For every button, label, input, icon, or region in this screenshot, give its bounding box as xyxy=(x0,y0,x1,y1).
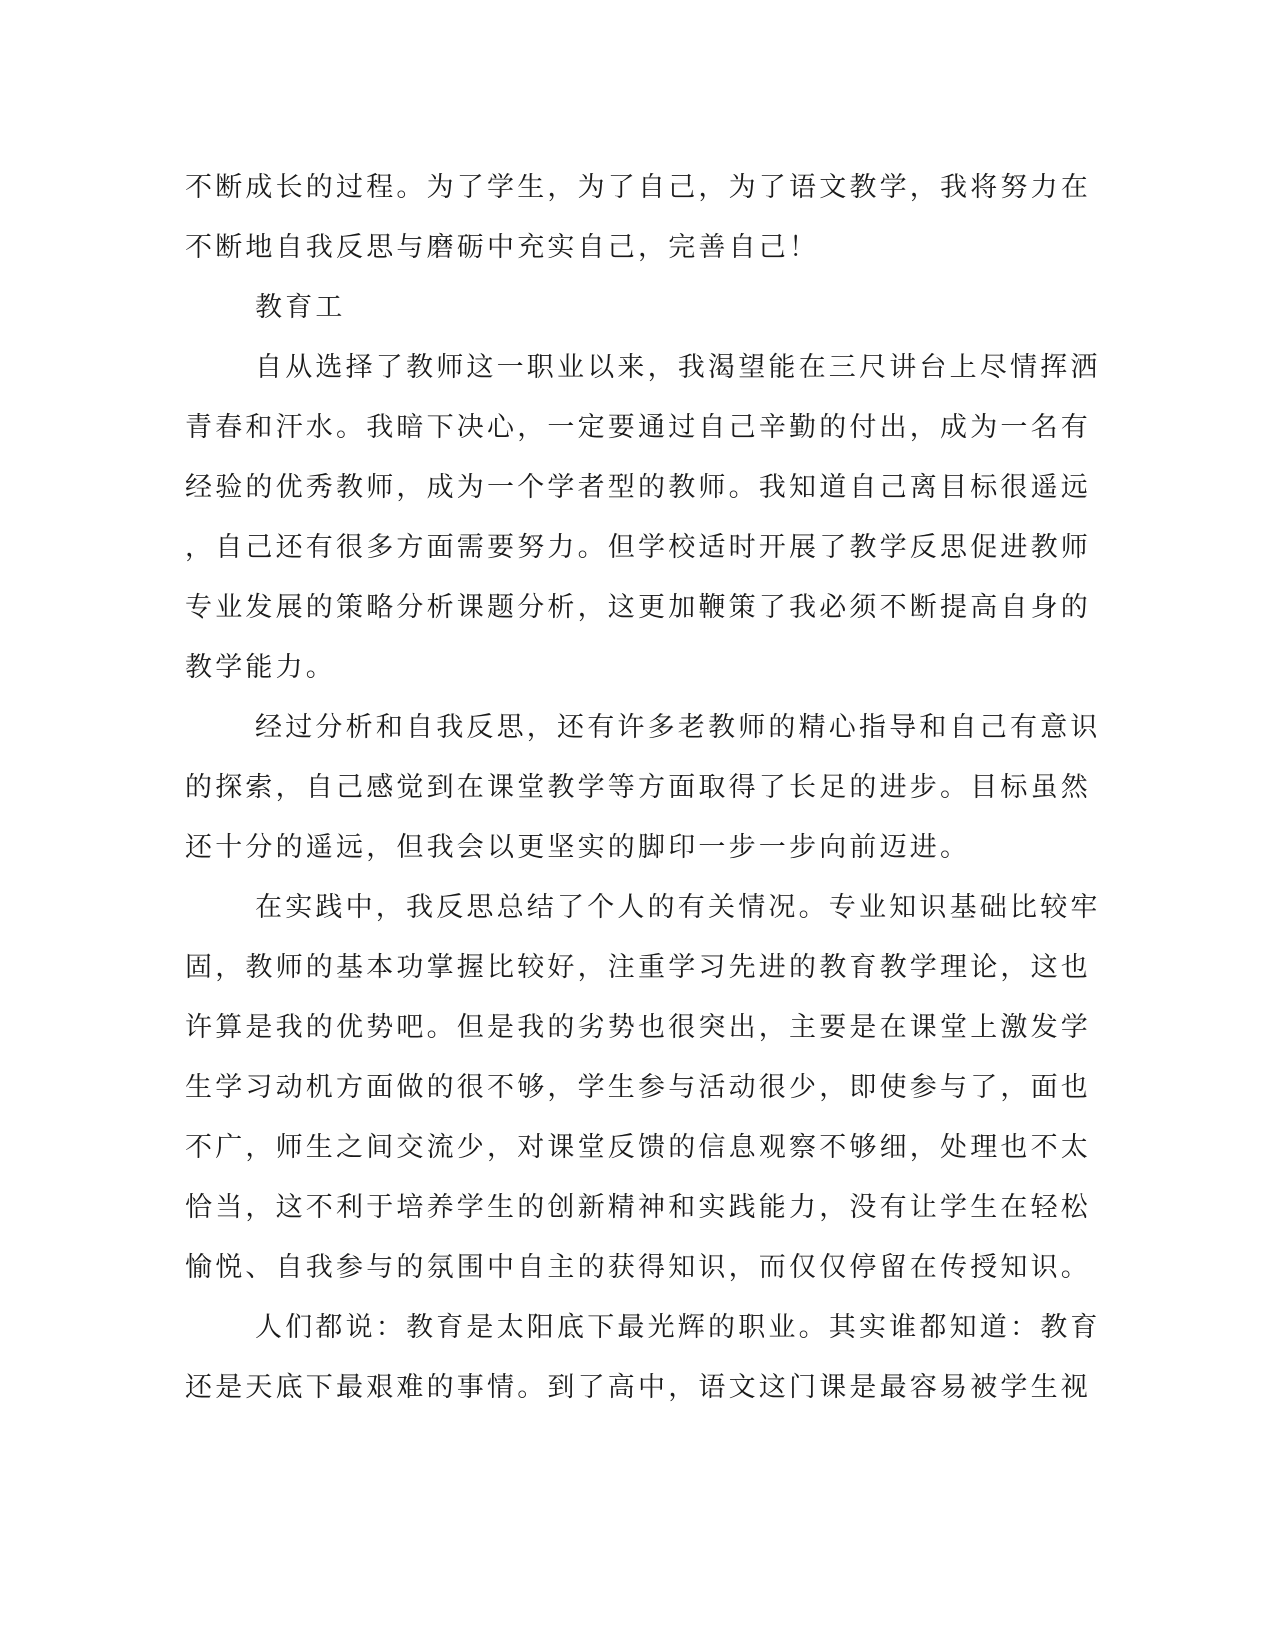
text-line: 不广，师生之间交流少，对课堂反馈的信息观察不够细，处理也不太 xyxy=(185,1132,1091,1163)
text-line: 自从选择了教师这一职业以来，我渴望能在三尺讲台上尽情挥洒 xyxy=(255,352,1101,383)
text-line: ，自己还有很多方面需要努力。但学校适时开展了教学反思促进教师 xyxy=(185,532,1091,563)
text-line: 专业发展的策略分析课题分析，这更加鞭策了我必须不断提高自身的 xyxy=(185,592,1091,623)
text-line: 人们都说：教育是太阳底下最光辉的职业。其实谁都知道：教育 xyxy=(255,1312,1101,1343)
text-line: 还是天底下最艰难的事情。到了高中，语文这门课是最容易被学生视 xyxy=(185,1372,1091,1403)
text-line: 不断成长的过程。为了学生，为了自己，为了语文教学，我将努力在 xyxy=(185,172,1091,203)
text-line: 的探索，自己感觉到在课堂教学等方面取得了长足的进步。目标虽然 xyxy=(185,772,1091,803)
section-heading: 教育工 xyxy=(255,292,346,323)
text-line: 还十分的遥远，但我会以更坚实的脚印一步一步向前迈进。 xyxy=(185,832,971,863)
document-body xyxy=(185,158,1101,1418)
text-line: 固，教师的基本功掌握比较好，注重学习先进的教育教学理论，这也 xyxy=(185,952,1091,983)
text-line: 经过分析和自我反思，还有许多老教师的精心指导和自己有意识 xyxy=(255,712,1101,743)
text-line: 生学习动机方面做的很不够，学生参与活动很少，即使参与了，面也 xyxy=(185,1072,1091,1103)
text-line: 恰当，这不利于培养学生的创新精神和实践能力，没有让学生在轻松 xyxy=(185,1192,1091,1223)
text-line: 不断地自我反思与磨砺中充实自己，完善自己！ xyxy=(185,232,820,263)
text-line: 在实践中，我反思总结了个人的有关情况。专业知识基础比较牢 xyxy=(255,892,1101,923)
text-line: 青春和汗水。我暗下决心，一定要通过自己辛勤的付出，成为一名有 xyxy=(185,412,1091,443)
text-line: 教学能力。 xyxy=(185,652,336,683)
text-line: 许算是我的优势吧。但是我的劣势也很突出，主要是在课堂上激发学 xyxy=(185,1012,1091,1043)
text-line: 经验的优秀教师，成为一个学者型的教师。我知道自己离目标很遥远 xyxy=(185,472,1091,503)
text-line: 愉悦、自我参与的氛围中自主的获得知识，而仅仅停留在传授知识。 xyxy=(185,1252,1091,1283)
